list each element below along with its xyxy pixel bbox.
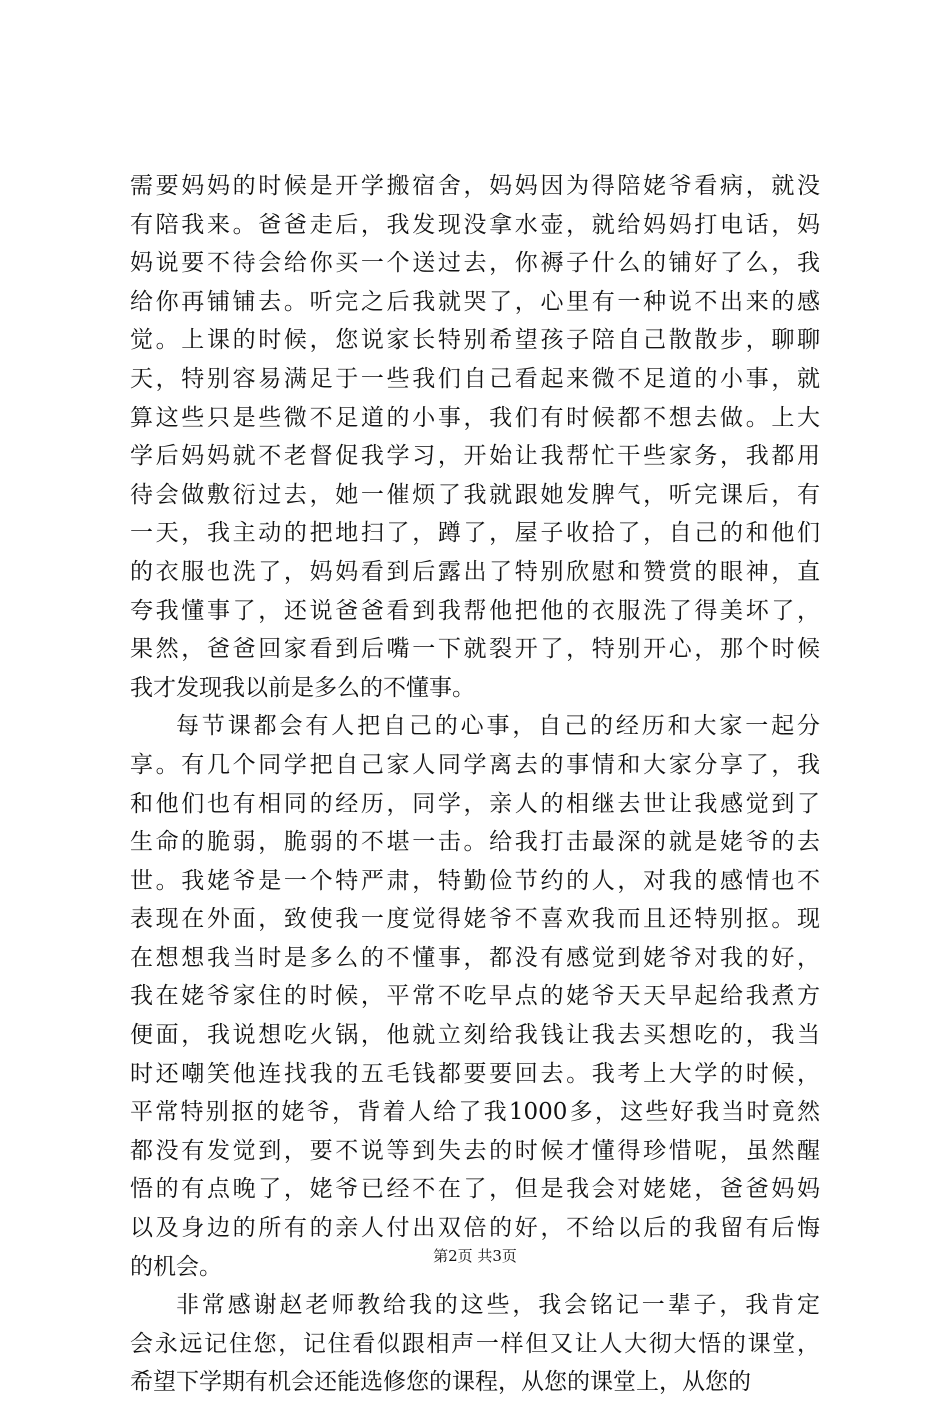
text-line: 需要妈妈的时候是开学搬宿舍，妈妈因为得陪姥爷看病，就没 [130,173,820,199]
text-line: 生命的脆弱，脆弱的不堪一击。给我打击最深的就是姥爷的去 [130,829,820,856]
text-line: 觉。上课的时候，您说家长特别希望孩子陪自己散散步，聊聊 [130,327,820,354]
text-line: 有陪我来。爸爸走后，我发现没拿水壶，就给妈妈打电话，妈 [130,211,820,238]
text-line: 夸我懂事了，还说爸爸看到我帮他把他的衣服洗了得美坏了， [130,597,820,624]
text-line: 悟的有点晚了，姥爷已经不在了，但是我会对姥姥，爸爸妈妈 [130,1176,820,1203]
text-line: 一天，我主动的把地扫了，蹲了，屋子收拾了，自己的和他们 [130,520,820,547]
text-line: 算这些只是些微不足道的小事，我们有时候都不想去做。上大 [130,404,820,431]
text-line: 会永远记住您，记住看似跟相声一样但又让人大彻大悟的课堂， [130,1330,820,1357]
text-line: 和他们也有相同的经历，同学，亲人的相继去世让我感觉到了 [130,790,820,817]
text-line: 便面，我说想吃火锅，他就立刻给我钱让我去买想吃的，我当 [130,1022,820,1049]
text-line: 我才发现我以前是多么的不懂事。 [130,674,475,701]
text-line: 在想想我当时是多么的不懂事，都没有感觉到姥爷对我的好， [130,944,820,971]
page-footer: 第2页 共3页 [433,1247,517,1265]
text-line: 我在姥爷家住的时候，平常不吃早点的姥爷天天早起给我煮方 [130,983,820,1010]
text-line: 时还嘲笑他连找我的五毛钱都要要回去。我考上大学的时候， [130,1060,820,1087]
text-line: 学后妈妈就不老督促我学习，开始让我帮忙干些家务，我都用 [130,443,820,470]
text-line: 希望下学期有机会还能选修您的课程，从您的课堂上，从您的 [130,1369,751,1396]
text-line: 表现在外面，致使我一度觉得姥爷不喜欢我而且还特别抠。现 [130,906,820,933]
text-line: 平常特别抠的姥爷，背着人给了我1000多，这些好我当时竟然 [130,1099,820,1126]
text-line: 享。有几个同学把自己家人同学离去的事情和大家分享了，我 [130,751,820,778]
text-line: 待会做敷衍过去，她一催烦了我就跟她发脾气，听完课后，有 [130,481,820,508]
text-line: 非常感谢赵老师教给我的这些，我会铭记一辈子，我肯定 [176,1292,820,1319]
text-line: 妈说要不待会给你买一个送过去，你褥子什么的铺好了么，我 [130,250,820,277]
body-text [130,167,820,1402]
text-line: 以及身边的所有的亲人付出双倍的好，不给以后的我留有后悔 [130,1215,820,1242]
text-line: 都没有发觉到，要不说等到失去的时候才懂得珍惜呢，虽然醒 [130,1137,820,1164]
text-line: 果然，爸爸回家看到后嘴一下就裂开了，特别开心，那个时候 [130,636,820,663]
text-line: 世。我姥爷是一个特严肃，特勤俭节约的人，对我的感情也不 [130,867,820,894]
text-line: 的机会。 [130,1253,222,1280]
text-line: 的衣服也洗了，妈妈看到后露出了特别欣慰和赞赏的眼神，直 [130,558,820,585]
text-line: 天，特别容易满足于一些我们自己看起来微不足道的小事，就 [130,365,820,392]
text-line: 每节课都会有人把自己的心事，自己的经历和大家一起分 [176,713,820,740]
text-line: 给你再铺铺去。听完之后我就哭了，心里有一种说不出来的感 [130,288,820,315]
